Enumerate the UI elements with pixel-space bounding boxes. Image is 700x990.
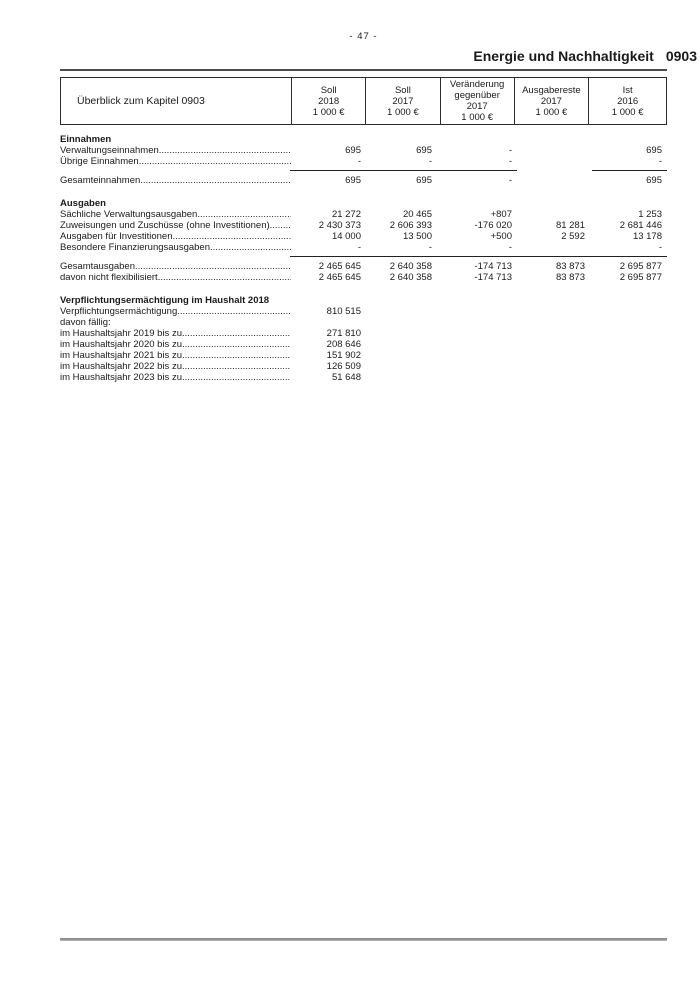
cell-soll-2017: 2 606 393: [389, 220, 432, 231]
column-header-soll-2017: [365, 78, 440, 124]
column-header-ist-2016: [588, 78, 666, 124]
row-label-text: Besondere Finanzierungsausgaben: [60, 242, 210, 253]
cell-ausgabereste: [514, 145, 589, 156]
cell-soll-2017: 695: [416, 175, 432, 186]
row-label: [60, 317, 291, 328]
cell-ist-2016: [589, 339, 667, 350]
cell-ausgabereste: [514, 317, 589, 328]
cell-ist-2016: -: [658, 156, 662, 167]
dot-leader: [177, 306, 291, 317]
table-row: [60, 361, 667, 372]
dot-leader: [197, 209, 291, 220]
table-row: [60, 156, 667, 167]
column-header-line: Soll: [320, 84, 337, 96]
section-heading-verpflichtung: Verpflichtungsermächtigung im Haushalt 2018: [60, 295, 270, 306]
row-label: [60, 242, 291, 253]
cell-ist-2016: 2 695 877: [619, 272, 662, 283]
table-row: [60, 175, 667, 186]
table-row: [60, 220, 667, 231]
cell-soll-2017: [365, 317, 440, 328]
dot-leader: [182, 328, 291, 339]
dot-leader: [182, 372, 291, 383]
dot-leader: [158, 272, 291, 283]
dot-leader: [159, 145, 291, 156]
rule-segment: [290, 256, 667, 257]
cell-veraenderung: +807: [490, 209, 512, 220]
cell-soll-2017: 20 465: [402, 209, 432, 220]
cell-ist-2016: 2 681 446: [619, 220, 662, 231]
cell-ausgabereste: [514, 306, 589, 317]
cell-ist-2016: 695: [646, 145, 662, 156]
cell-ausgabereste: [514, 350, 589, 361]
cell-soll-2018: 208 646: [326, 339, 361, 350]
dot-leader: [135, 261, 291, 272]
cell-soll-2018: 695: [345, 145, 361, 156]
row-label: [60, 145, 291, 156]
row-label: [60, 261, 291, 272]
section-heading-ausgaben: Ausgaben: [60, 198, 106, 209]
page-title: [60, 49, 697, 64]
cell-ausgabereste: [514, 242, 589, 253]
column-header-line: 1 000 €: [461, 112, 493, 123]
cell-soll-2018: 126 509: [326, 361, 361, 372]
table-row: [60, 350, 667, 361]
row-label: [60, 350, 291, 361]
row-label-text: davon nicht flexibilisiert: [60, 272, 158, 283]
column-header-line: 1 000 €: [611, 106, 644, 118]
cell-soll-2017: -: [428, 156, 432, 167]
cell-veraenderung: -174 713: [474, 261, 512, 272]
cell-ausgabereste: [514, 328, 589, 339]
rule-gap: [517, 170, 592, 171]
cell-ausgabereste: 81 281: [555, 220, 585, 231]
table-body: [60, 125, 667, 383]
column-header-line: 2016: [617, 95, 639, 107]
cell-soll-2018: 14 000: [331, 231, 361, 242]
column-header-line: Veränderung: [449, 79, 505, 90]
title-text: Energie und Nachhaltigkeit: [473, 48, 654, 64]
row-label-text: Gesamteinnahmen: [60, 175, 141, 186]
row-label: [60, 220, 291, 231]
table-row: [60, 306, 667, 317]
cell-veraenderung: -: [508, 242, 512, 253]
cell-soll-2018: [291, 317, 365, 328]
row-label-text: im Haushaltsjahr 2020 bis zu: [60, 339, 182, 350]
column-header-line: 1 000 €: [535, 106, 568, 118]
row-label-text: Sächliche Verwaltungsausgaben: [60, 209, 198, 220]
cell-veraenderung: [440, 361, 514, 372]
table-row: [60, 272, 667, 283]
table-row: [60, 209, 667, 220]
column-header-line: 2018: [318, 95, 340, 107]
column-header-soll-2018: [291, 78, 365, 124]
cell-ausgabereste: [514, 361, 589, 372]
rule-segment: [592, 170, 667, 171]
cell-veraenderung: -: [508, 145, 512, 156]
rule-spacer: [60, 256, 290, 257]
cell-ist-2016: 13 178: [632, 231, 662, 242]
table-row: [60, 231, 667, 242]
column-header-line: Ist: [622, 84, 633, 96]
cell-soll-2017: 2 640 358: [389, 261, 432, 272]
cell-soll-2017: 13 500: [402, 231, 432, 242]
cell-veraenderung: [440, 306, 514, 317]
column-header-line: gegenüber: [454, 90, 500, 101]
cell-veraenderung: [440, 328, 514, 339]
cell-soll-2018: 51 648: [331, 372, 361, 383]
dot-leader: [210, 242, 291, 253]
cell-soll-2018: -: [357, 156, 361, 167]
cell-veraenderung: -: [508, 175, 512, 186]
cell-veraenderung: [440, 350, 514, 361]
cell-ist-2016: 2 695 877: [619, 261, 662, 272]
cell-veraenderung: +500: [490, 231, 512, 242]
column-header-line: Ausgabereste: [522, 84, 581, 96]
row-label-text: Verpflichtungsermächtigung: [60, 306, 178, 317]
cell-veraenderung: [440, 339, 514, 350]
column-header-line: 2017: [540, 95, 562, 107]
table-row: [60, 242, 667, 253]
cell-soll-2017: 2 640 358: [389, 272, 432, 283]
column-header-line: 1 000 €: [312, 106, 345, 118]
row-label: [60, 372, 291, 383]
table-header: [60, 77, 667, 125]
table-rule-partial: [60, 170, 667, 171]
cell-soll-2018: 21 272: [331, 209, 361, 220]
column-header-veraenderung: [440, 78, 514, 124]
cell-soll-2018: 2 430 373: [318, 220, 361, 231]
row-label: [60, 231, 291, 242]
column-header-line: Soll: [394, 84, 411, 96]
cell-ist-2016: 695: [646, 175, 662, 186]
cell-soll-2017: 695: [416, 145, 432, 156]
dot-leader: [182, 350, 291, 361]
rule-spacer: [60, 170, 290, 171]
page-number: - 47 -: [349, 31, 378, 42]
column-header-ausgabereste: [514, 78, 589, 124]
cell-soll-2017: -: [428, 242, 432, 253]
table-row: [60, 145, 667, 156]
page-content: [60, 0, 697, 383]
cell-veraenderung: [440, 317, 514, 328]
chapter-number: 0903: [665, 48, 697, 64]
row-label: [60, 328, 291, 339]
cell-soll-2018: -: [357, 242, 361, 253]
dot-leader: [173, 231, 292, 242]
row-label-text: im Haushaltsjahr 2019 bis zu: [60, 328, 182, 339]
row-label-text: davon fällig:: [60, 317, 111, 328]
cell-ist-2016: [589, 361, 667, 372]
cell-ausgabereste: [514, 175, 589, 186]
cell-veraenderung: -: [508, 156, 512, 167]
row-label: [60, 339, 291, 350]
row-label: [60, 272, 291, 283]
table-rule-full: [60, 256, 667, 257]
column-header-line: 2017: [466, 101, 488, 112]
table-row: [60, 317, 667, 328]
table-row: [60, 328, 667, 339]
row-label-text: im Haushaltsjahr 2022 bis zu: [60, 361, 182, 372]
cell-soll-2018: 271 810: [326, 328, 361, 339]
table-caption-text: Überblick zum Kapitel 0903: [77, 94, 205, 107]
cell-ist-2016: [589, 317, 667, 328]
cell-soll-2017: [365, 350, 440, 361]
row-label-text: Gesamtausgaben: [60, 261, 135, 272]
table-row: [60, 261, 667, 272]
cell-soll-2017: [365, 361, 440, 372]
table-caption: [61, 78, 291, 124]
dot-leader: [139, 156, 291, 167]
title-rule: [60, 69, 667, 71]
dot-leader: [272, 220, 291, 231]
cell-ausgabereste: [514, 372, 589, 383]
cell-ausgabereste: [514, 209, 589, 220]
row-label-text: Übrige Einnahmen: [60, 156, 139, 167]
table-row: [60, 339, 667, 350]
cell-ausgabereste: [514, 339, 589, 350]
cell-soll-2017: [365, 372, 440, 383]
footer-rule: [60, 938, 667, 941]
row-label: [60, 175, 291, 186]
column-header-line: 1 000 €: [387, 106, 419, 118]
cell-ist-2016: -: [658, 242, 662, 253]
cell-ausgabereste: [514, 156, 589, 167]
row-label-text: im Haushaltsjahr 2021 bis zu: [60, 350, 182, 361]
cell-soll-2017: [365, 328, 440, 339]
cell-soll-2018: 695: [345, 175, 361, 186]
cell-ist-2016: [589, 350, 667, 361]
rule-segment: [290, 170, 517, 171]
row-label-text: Zuweisungen und Zuschüsse (ohne Investitionen).: [60, 220, 273, 231]
column-header-line: 2017: [392, 95, 414, 107]
cell-soll-2018: 151 902: [326, 350, 361, 361]
cell-soll-2018: 2 465 645: [318, 261, 361, 272]
row-label-text: Ausgaben für Investitionen: [60, 231, 173, 242]
row-label-text: Verwaltungseinnahmen: [60, 145, 159, 156]
row-label: [60, 209, 291, 220]
cell-veraenderung: -176 020: [474, 220, 512, 231]
cell-ist-2016: [589, 372, 667, 383]
dot-leader: [182, 361, 291, 372]
cell-soll-2017: [365, 339, 440, 350]
section-heading-einnahmen: Einnahmen: [60, 134, 112, 145]
cell-soll-2018: 2 465 645: [318, 272, 361, 283]
row-label: [60, 361, 291, 372]
cell-ausgabereste: 83 873: [555, 261, 585, 272]
row-label: [60, 306, 291, 317]
row-label-text: im Haushaltsjahr 2023 bis zu: [60, 372, 182, 383]
cell-ist-2016: [589, 328, 667, 339]
cell-veraenderung: -174 713: [474, 272, 512, 283]
cell-ausgabereste: 2 592: [561, 231, 585, 242]
cell-ist-2016: 1 253: [638, 209, 662, 220]
cell-soll-2017: [365, 306, 440, 317]
row-label: [60, 156, 291, 167]
table-row: [60, 372, 667, 383]
cell-ist-2016: [589, 306, 667, 317]
cell-ausgabereste: 83 873: [555, 272, 585, 283]
dot-leader: [182, 339, 291, 350]
cell-veraenderung: [440, 372, 514, 383]
dot-leader: [140, 175, 291, 186]
cell-soll-2018: 810 515: [326, 306, 361, 317]
